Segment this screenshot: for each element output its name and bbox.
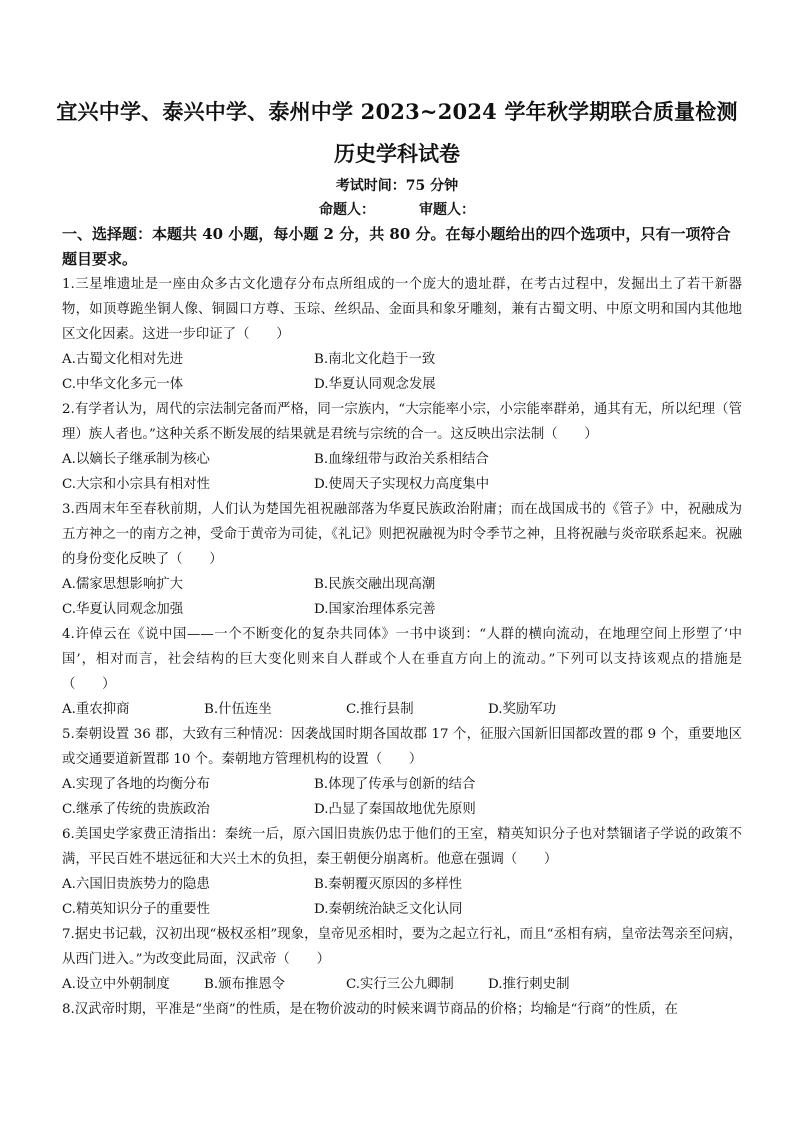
option-a: A.古蜀文化相对先进 bbox=[62, 352, 184, 367]
option-a: A.以嫡长子继承制为核心 bbox=[62, 452, 210, 467]
question-stem: 6.美国史学家费正清指出：秦统一后，原六国旧贵族仍忠于他们的王室，精英知识分子也对禁锢诸子学说的政策不满，平民百姓不堪远征和大兴土木的负担，秦王朝便分崩离析。他意在强调（ ） bbox=[62, 827, 742, 867]
option-c: C.继承了传统的贵族政治 bbox=[62, 802, 210, 817]
question-7 bbox=[62, 922, 742, 997]
question-2 bbox=[62, 397, 742, 497]
option-c: C.推行县制 bbox=[346, 702, 414, 717]
option-c: C.大宗和小宗具有相对性 bbox=[62, 477, 210, 492]
question-stem: 7.据史书记载，汉初出现“极权丞相”现象，皇帝见丞相时，要为之起立行礼，而且“丞相有病，皇帝法驾亲至问病，从西门进入。”为改变此局面，汉武帝（ ） bbox=[62, 927, 742, 967]
option-c: C.华夏认同观念加强 bbox=[62, 602, 184, 617]
subject-title: 历史学科试卷 bbox=[334, 141, 460, 166]
option-d: D.华夏认同观念发展 bbox=[314, 377, 436, 392]
option-d: D.国家治理体系完善 bbox=[314, 602, 436, 617]
option-group bbox=[62, 772, 742, 822]
exam-title: 宜兴中学、泰兴中学、泰州中学 2023~2024 学年秋学期联合质量检测 bbox=[56, 99, 738, 124]
question-stem: 8.汉武帝时期，平准是“坐商”的性质，是在物价波动的时候来调节商品的价格；均输是“行商”的性质，在 bbox=[62, 1002, 678, 1017]
reviewer-label: 审题人： bbox=[419, 202, 475, 218]
question-stem: 2.有学者认为，周代的宗法制完备而严格，同一宗族内，“大宗能率小宗，小宗能率群弟，通其有无，所以纪理（管理）族人者也。”这种关系不断发展的结果就是君统与宗统的合一。这反映出宗法制（ ） bbox=[62, 402, 742, 442]
option-a: A.设立中外朝制度 bbox=[62, 977, 170, 992]
option-d: D.秦朝统治缺乏文化认同 bbox=[314, 902, 463, 917]
question-stem: 5.秦朝设置 36 郡，大致有三种情况：因袭战国时期各国故郡 17 个，征服六国新旧国都改置的郡 9 个，重要地区或交通要道新置郡 10 个。秦朝地方管理机构的设置（ ） bbox=[62, 727, 742, 767]
option-a: A.实现了各地的均衡分布 bbox=[62, 777, 210, 792]
question-8 bbox=[62, 997, 742, 1022]
option-d: D.奖励军功 bbox=[488, 702, 557, 717]
option-b: B.南北文化趋于一致 bbox=[314, 352, 436, 367]
question-3 bbox=[62, 497, 742, 622]
question-stem: 1.三星堆遗址是一座由众多古文化遗存分布点所组成的一个庞大的遗址群，在考古过程中，发掘出土了若干新器物，如顶尊跪坐铜人像、铜圆口方尊、玉琮、丝织品、金面具和象牙雕刻，兼有古蜀文明、中原文明和国内其他地区文化因素。这进一步印证了（ ） bbox=[62, 277, 742, 342]
option-b: B.体现了传承与创新的结合 bbox=[314, 777, 476, 792]
question-stem: 3.西周末年至春秋前期，人们认为楚国先祖祝融部落为华夏民族政治附庸；而在战国成书的《管子》中，祝融成为五方神之一的南方之神，受命于黄帝为司徒，《礼记》则把祝融视为时令季节之神，且将祝融与炎帝联系起来。祝融的身份变化反映了（ ） bbox=[62, 502, 742, 567]
option-b: B.血缘纽带与政治关系相结合 bbox=[314, 452, 489, 467]
question-4 bbox=[62, 622, 742, 722]
setter-reviewer-line bbox=[0, 199, 794, 219]
option-a: A.六国旧贵族势力的隐患 bbox=[62, 877, 210, 892]
option-d: D.推行刺史制 bbox=[488, 977, 570, 992]
option-c: C.中华文化多元一体 bbox=[62, 377, 184, 392]
question-1 bbox=[62, 272, 742, 397]
option-d: D.使周天子实现权力高度集中 bbox=[314, 477, 490, 492]
option-c: C.精英知识分子的重要性 bbox=[62, 902, 210, 917]
option-group bbox=[62, 972, 742, 997]
exam-time: 考试时间：75 分钟 bbox=[335, 178, 459, 194]
option-group bbox=[62, 872, 742, 922]
question-6 bbox=[62, 822, 742, 922]
option-b: B.颁布推恩令 bbox=[204, 977, 286, 992]
option-group bbox=[62, 347, 742, 397]
option-d: D.凸显了秦国故地优先原则 bbox=[314, 802, 476, 817]
option-c: C.实行三公九卿制 bbox=[346, 977, 454, 992]
option-b: B.秦朝覆灭原因的多样性 bbox=[314, 877, 463, 892]
setter-label: 命题人： bbox=[319, 202, 375, 218]
section-heading: 一、选择题：本题共 40 小题，每小题 2 分，共 80 分。在每小题给出的四个选项中，只有一项符合题目要求。 bbox=[62, 225, 731, 268]
option-b: B.民族交融出现高潮 bbox=[314, 577, 436, 592]
option-a: A.重农抑商 bbox=[62, 702, 130, 717]
option-a: A.儒家思想影响扩大 bbox=[62, 577, 184, 592]
option-group bbox=[62, 572, 742, 622]
question-list bbox=[62, 272, 742, 1022]
option-b: B.什伍连坐 bbox=[204, 702, 272, 717]
option-group bbox=[62, 697, 742, 722]
question-stem: 4.许倬云在《说中国——一个不断变化的复杂共同体》一书中谈到：“人群的横向流动，在地理空间上形塑了‘中国’，相对而言，社会结构的巨大变化则来自人群或个人在垂直方向上的流动。”下列可以支持该观点的措施是（ ） bbox=[62, 627, 742, 692]
question-5 bbox=[62, 722, 742, 822]
option-group bbox=[62, 447, 742, 497]
